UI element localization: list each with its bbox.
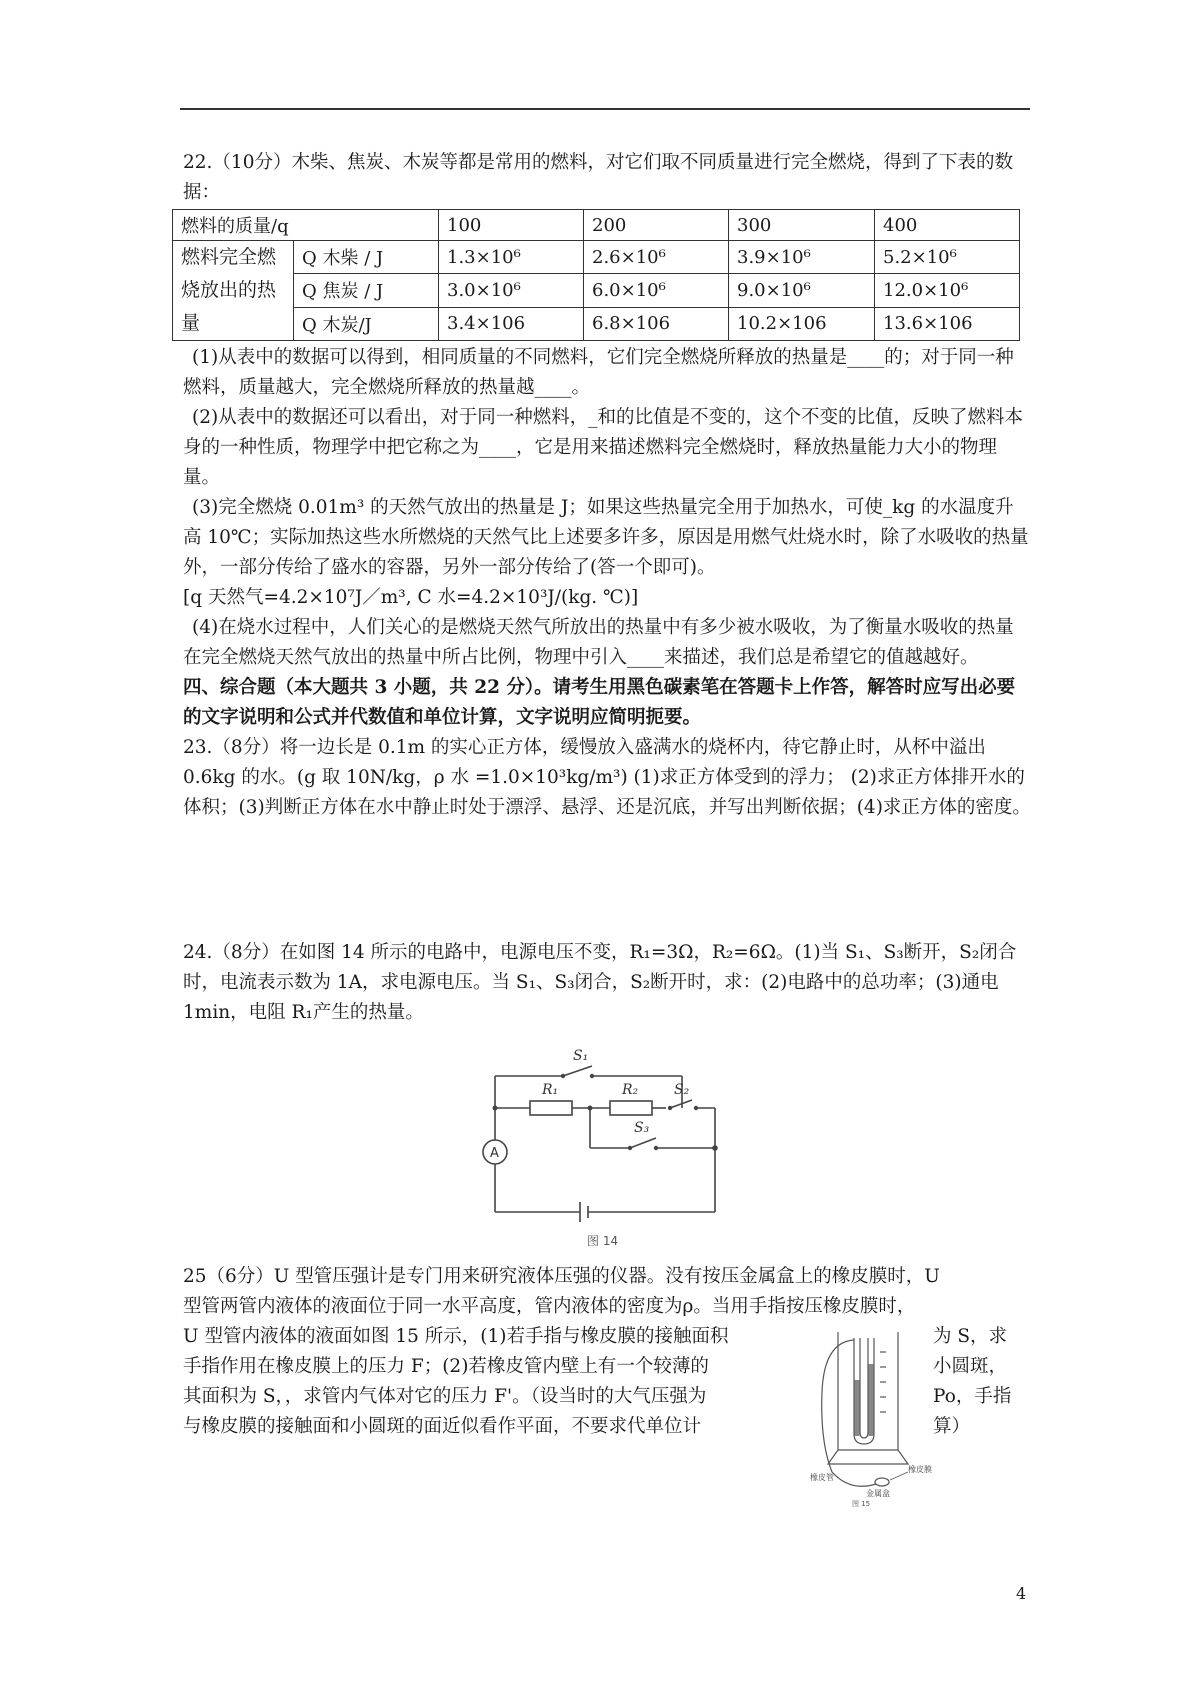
q25-line-right: 小圆斑， (933, 1356, 1008, 1377)
r1-label: R₁ (542, 1082, 559, 1098)
table-cell: 3.0×10⁶ (439, 274, 584, 307)
q25-line: 25（6分）U 型管压强计是专门用来研究液体压强的仪器。没有按压金属盒上的橡皮膜时，U (183, 1266, 940, 1287)
table-row (173, 274, 1020, 307)
q22-part2: (2)从表中的数据还可以看出，对于同一种燃料，_和的比值是不变的，这个不变的比值，反映了燃料本身的一种性质，物理学中把它称之为____，它是用来描述燃料完全燃烧时，释放热量能力大小的物理量。 (183, 407, 1023, 488)
box-label: 金属盒 (866, 1489, 890, 1498)
table-cell: 燃料的质量/q (173, 210, 439, 241)
q22-part4: (4)在烧水过程中，人们关心的是燃烧天然气所放出的热量中有多少被水吸收，为了衡量水吸收的热量在完全燃烧天然气放出的热量中所占比例，物理中引入____来描述，我们总是希望它的值越越好。 (183, 617, 1014, 668)
q24-block (183, 938, 1031, 1028)
circuit-diagram (470, 1040, 740, 1250)
q22-constants: [q 天然气=4.2×10⁷J／m³, C 水=4.2×10³J/(kg. ℃)] (183, 587, 639, 608)
table-cell: 6.8×106 (584, 307, 729, 340)
q22-body (183, 343, 1031, 823)
header-rule (180, 108, 1030, 110)
table-cell: 3.9×10⁶ (729, 241, 875, 274)
q25-line-right: 算） (933, 1416, 971, 1437)
table-cell: 9.0×10⁶ (729, 274, 875, 307)
figure-caption: 图 15 (852, 1500, 871, 1508)
q25-line: 手指作用在橡皮膜上的压力 F；(2)若橡皮管内壁上有一个较薄的 (183, 1356, 709, 1377)
q25-line-right: 为 S，求 (933, 1326, 1008, 1347)
table-row (173, 241, 1020, 274)
table-cell: Q 木柴 / J (294, 241, 439, 274)
r2-label: R₂ (622, 1082, 639, 1098)
q25-line-right: Po，手指 (933, 1386, 1012, 1407)
table-cell: Q 木炭/J (294, 307, 439, 340)
table-cell: 13.6×106 (875, 307, 1020, 340)
q22-intro: 22.（10分）木柴、焦炭、木炭等都是常用的燃料，对它们取不同质量进行完全燃烧，得到了下表的数据： (183, 152, 1013, 203)
page-number: 4 (1016, 1584, 1027, 1603)
table-header-row (173, 210, 1020, 241)
table-cell: 5.2×10⁶ (875, 241, 1020, 274)
u-tube-diagram (810, 1322, 935, 1508)
table-cell: 100 (439, 210, 584, 241)
row-group-label: 燃料完全燃烧放出的热量 (173, 241, 294, 341)
table-cell: 200 (584, 210, 729, 241)
table-cell: 3.4×106 (439, 307, 584, 340)
s2-label: S₂ (674, 1082, 690, 1098)
figure-caption: 图 14 (587, 1234, 619, 1248)
s1-label: S₁ (573, 1048, 589, 1064)
q24-text: 24.（8分）在如图 14 所示的电路中，电源电压不变，R₁=3Ω，R₂=6Ω。(1)当 S₁、S₃断开，S₂闭合时，电流表示数为 1A，求电源电压。当 S₁、S₃闭合，S₂断开时，求：(2)电路中的总功率；(3)通电 1min，电阻 R₁产生的热量。 (183, 942, 1017, 1023)
ammeter-label: A (490, 1146, 499, 1161)
q23-text: 23.（8分）将一边长是 0.1m 的实心正方体，缓慢放入盛满水的烧杯内，待它静止时，从杯中溢出 0.6kg 的水。(g 取 10N/kg，ρ 水 =1.0×10³kg/m³) (1)求正方体受到的浮力； (2)求正方体排开水的体积；(3)判断正方体在水中静止时处于漂浮、悬浮、还是沉底，并写出判断依据；(4)求正方体的密度。 (183, 737, 1031, 818)
table-row (173, 307, 1020, 340)
table-cell: 1.3×10⁶ (439, 241, 584, 274)
fuel-table (172, 209, 1020, 341)
q25-line: 其面积为 S，，求管内气体对它的压力 F'。（设当时的大气压强为 (183, 1386, 707, 1407)
table-cell: 6.0×10⁶ (584, 274, 729, 307)
q25-line: 与橡皮膜的接触面和小圆斑的面近似看作平面，不要求代单位计 (183, 1416, 702, 1437)
q22-part3: (3)完全燃烧 0.01m³ 的天然气放出的热量是 J；如果这些热量完全用于加热水，可使_kg 的水温度升高 10℃；实际加热这些水所燃烧的天然气比上述要多许多，原因是用燃气灶烧水时，除了水吸收的热量外，一部分传给了盛水的容器，另外一部分传给了(答一个即可)。 (183, 497, 1029, 578)
table-cell: Q 焦炭 / J (294, 274, 439, 307)
table-cell: 12.0×10⁶ (875, 274, 1020, 307)
q25-line: 型管两管内液体的液面位于同一水平高度，管内液体的密度为ρ。当用手指按压橡皮膜时， (183, 1296, 916, 1317)
tube-label: 橡皮管 (810, 1473, 834, 1482)
table-cell: 10.2×106 (729, 307, 875, 340)
s3-label: S₃ (634, 1120, 650, 1136)
table-cell: 2.6×10⁶ (584, 241, 729, 274)
table-cell: 300 (729, 210, 875, 241)
q25-line: U 型管内液体的液面如图 15 所示，(1)若手指与橡皮膜的接触面积 (183, 1326, 729, 1347)
q22-part1: (1)从表中的数据可以得到，相同质量的不同燃料，它们完全燃烧所释放的热量是____的；对于同一种燃料，质量越大，完全燃烧所释放的热量越____。 (183, 347, 1014, 398)
section-heading: 四、综合题（本大题共 3 小题，共 22 分）。请考生用黑色碳素笔在答题卡上作答，解答时应写出必要的文字说明和公式并代数值和单位计算，文字说明应简明扼要。 (183, 677, 1016, 728)
membrane-label: 橡皮膜 (908, 1465, 932, 1474)
table-cell: 400 (875, 210, 1020, 241)
